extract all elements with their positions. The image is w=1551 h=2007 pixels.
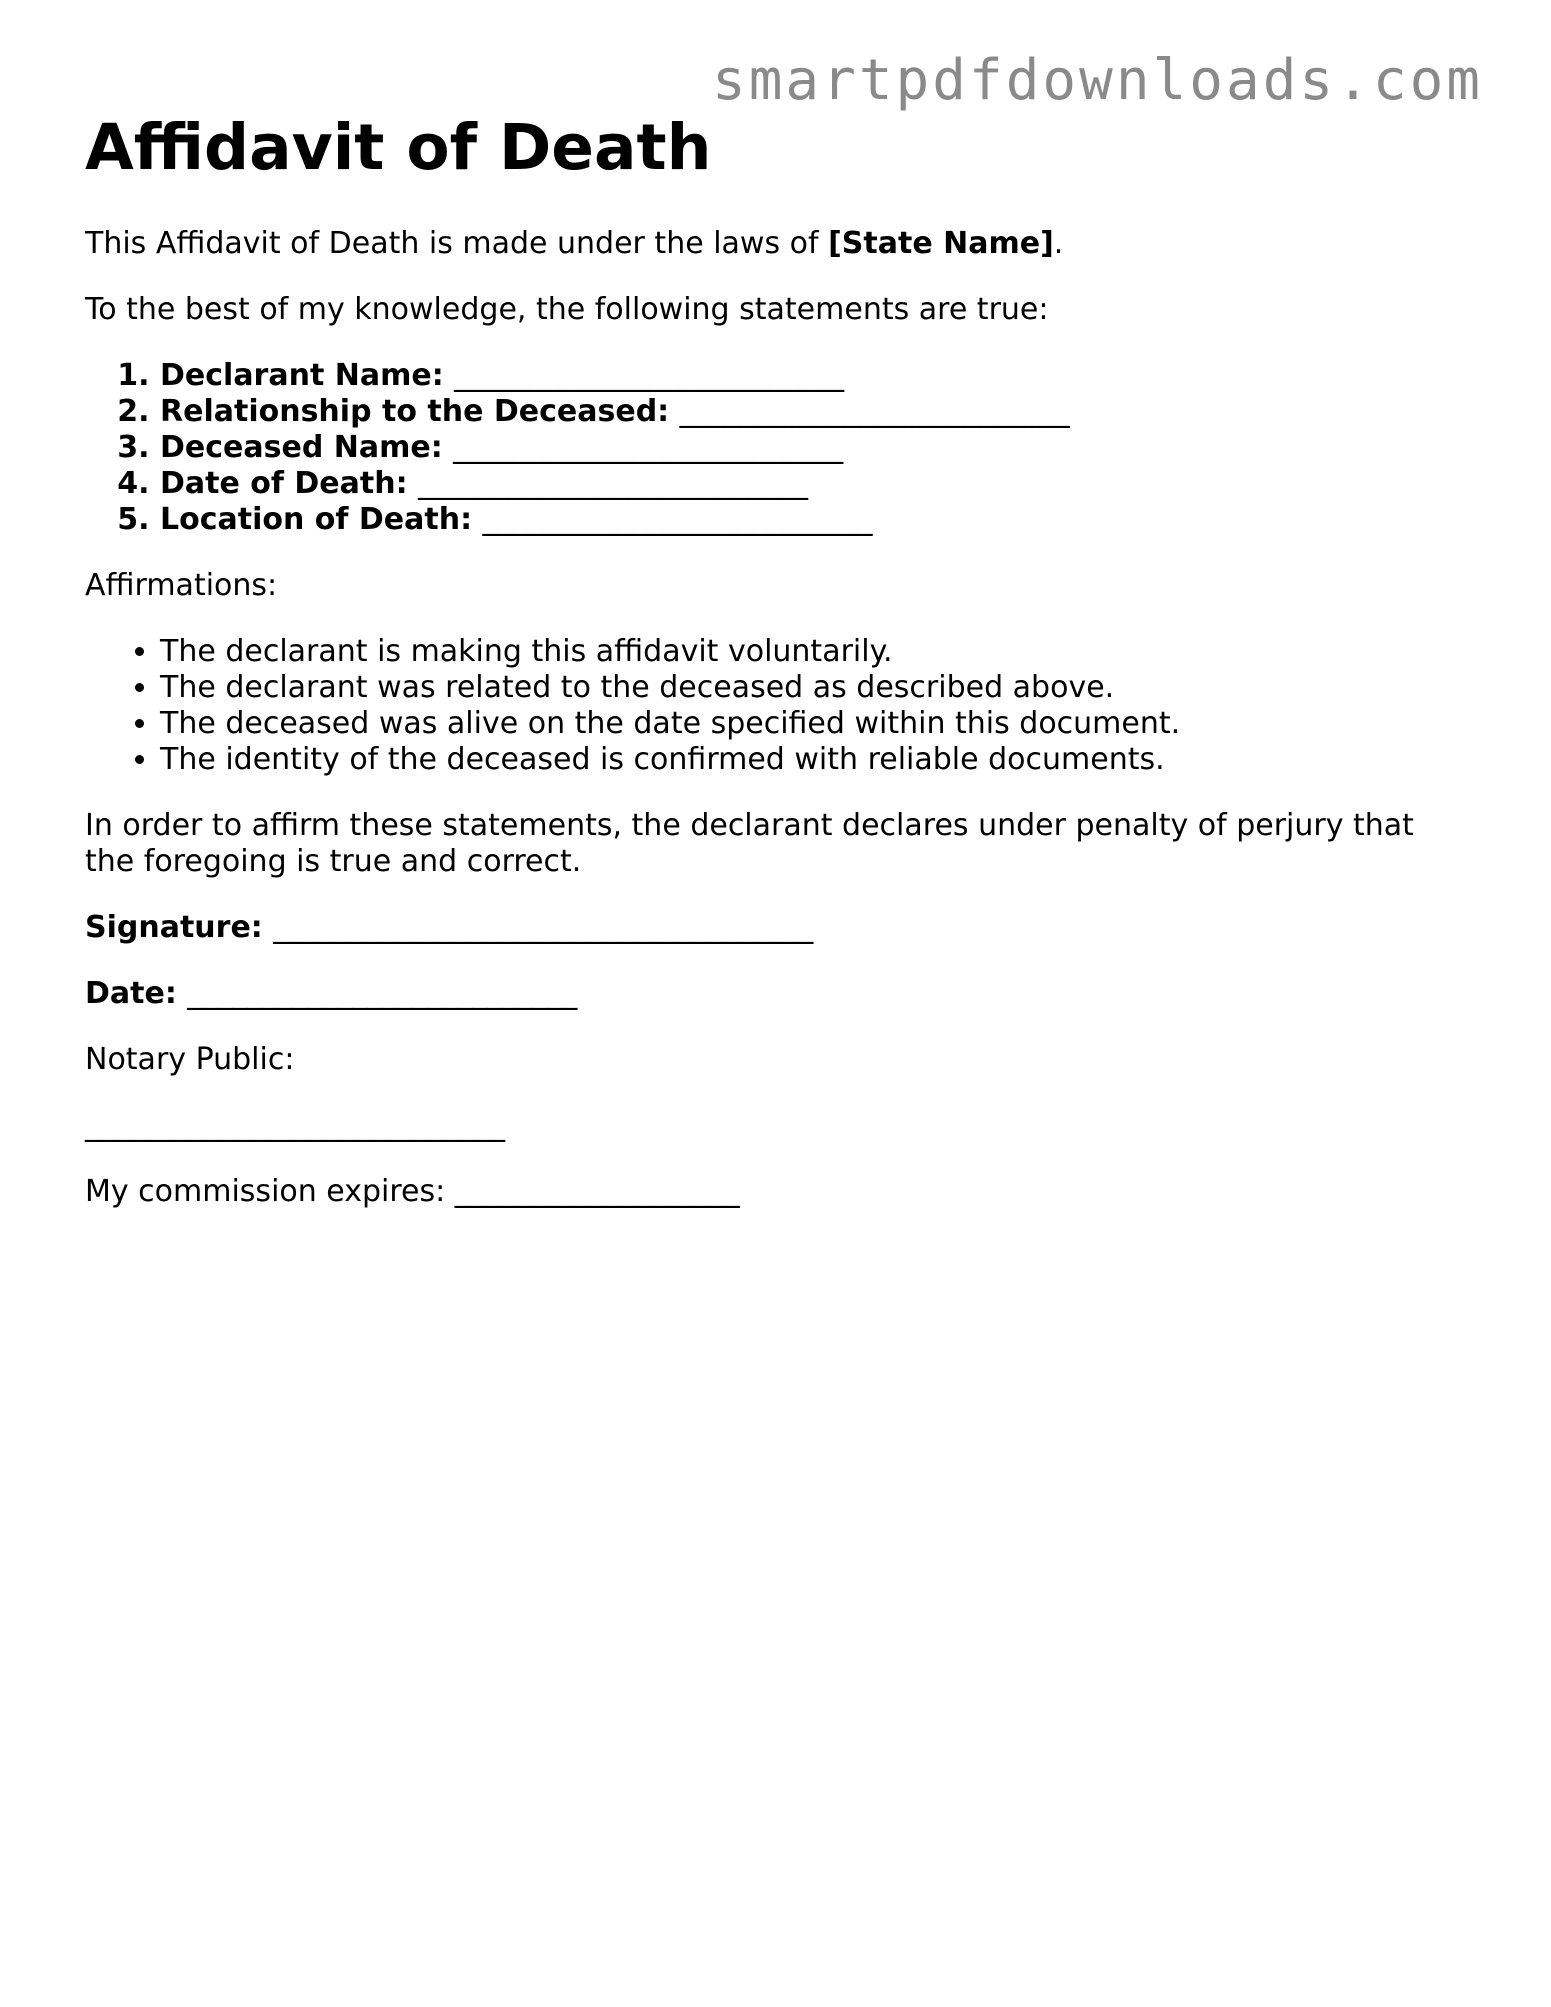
affirmation-item: • The deceased was alive on the date specified within this document. — [160, 706, 1465, 742]
commission-blank[interactable]: ___________________ — [454, 1174, 740, 1209]
field-declarant-name — [160, 358, 1465, 394]
intro-paragraph — [85, 226, 1465, 262]
signature-label: Signature: — [85, 910, 263, 945]
watermark: smartpdfdownloads.com — [711, 48, 1483, 113]
field-relationship — [160, 394, 1465, 430]
affirmation-item: • The identity of the deceased is confirmed with reliable documents. — [160, 742, 1465, 778]
state-name-placeholder: [State Name] — [828, 226, 1054, 261]
field-location-of-death — [160, 502, 1465, 538]
statement-intro: To the best of my knowledge, the following statements are true: — [85, 292, 1049, 327]
document-page — [85, 108, 1465, 1240]
signature-blank[interactable]: ____________________________________ — [273, 910, 814, 945]
field-date-of-death — [160, 466, 1465, 502]
commission-label: My commission expires: — [85, 1174, 446, 1209]
field-label: Date of Death: — [160, 466, 408, 501]
affirmations-list — [85, 634, 1465, 778]
date-line — [85, 976, 1465, 1012]
date-blank[interactable]: __________________________ — [187, 976, 578, 1011]
field-blank[interactable]: __________________________ — [453, 430, 844, 465]
fields-list — [85, 358, 1465, 538]
closing-paragraph: In order to affirm these statements, the declarant declares under penalty of perjury that the foregoing is true and correct. — [85, 808, 1414, 879]
field-label: Location of Death: — [160, 502, 473, 537]
intro-suffix: . — [1053, 226, 1064, 261]
field-blank[interactable]: __________________________ — [418, 466, 809, 501]
field-blank[interactable]: __________________________ — [454, 358, 845, 393]
notary-signature-blank[interactable]: ____________________________ — [85, 1108, 505, 1143]
affirmations-heading: Affirmations: — [85, 568, 278, 603]
field-deceased-name — [160, 430, 1465, 466]
affirmation-item: • The declarant was related to the deceased as described above. — [160, 670, 1465, 706]
field-label: Relationship to the Deceased: — [160, 394, 670, 429]
date-label: Date: — [85, 976, 177, 1011]
field-blank[interactable]: __________________________ — [482, 502, 873, 537]
signature-line — [85, 910, 1465, 946]
field-blank[interactable]: __________________________ — [679, 394, 1070, 429]
affirmation-item: • The declarant is making this affidavit voluntarily. — [160, 634, 1465, 670]
field-label: Deceased Name: — [160, 430, 443, 465]
commission-line — [85, 1174, 1465, 1210]
notary-label: Notary Public: — [85, 1042, 295, 1077]
intro-prefix: This Affidavit of Death is made under the laws of — [85, 226, 829, 261]
document-title: Affidavit of Death — [85, 111, 712, 184]
field-label: Declarant Name: — [160, 358, 444, 393]
